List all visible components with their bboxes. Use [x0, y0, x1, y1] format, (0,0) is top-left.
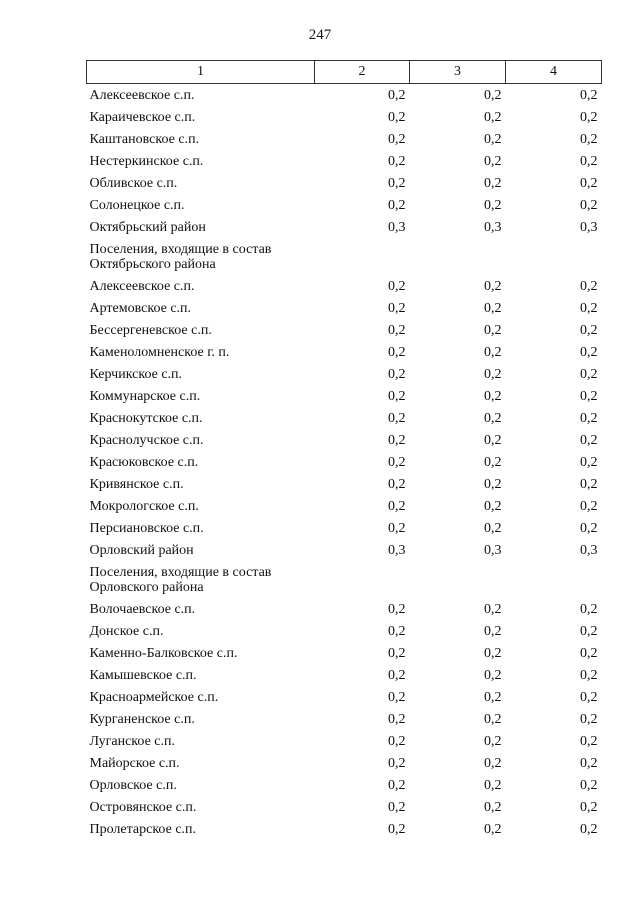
table-row [87, 194, 602, 216]
value-col-2: 0,2 [388, 689, 406, 705]
header-col-1: 1 [87, 61, 315, 84]
value-col-4 [506, 561, 602, 598]
value-col-2: 0,2 [388, 623, 406, 639]
table-row [87, 429, 602, 451]
settlement-name: Персиановское с.п. [89, 520, 204, 536]
table-row [87, 774, 602, 796]
settlement-name: Октябрьский район [89, 219, 206, 235]
settlement-name: Орловское с.п. [89, 777, 177, 793]
settlement-name: Луганское с.п. [89, 733, 175, 749]
value-col-3: 0,2 [484, 109, 502, 125]
settlement-name: Коммунарское с.п. [89, 388, 201, 404]
settlement-name: Бессергеневское с.п. [89, 322, 212, 338]
value-col-4: 0,2 [580, 197, 598, 213]
value-col-2: 0,2 [388, 344, 406, 360]
header-row [87, 61, 602, 84]
table-row [87, 407, 602, 429]
value-col-2: 0,2 [388, 278, 406, 294]
value-col-3: 0,2 [484, 777, 502, 793]
table-row [87, 172, 602, 194]
value-col-2: 0,2 [388, 153, 406, 169]
settlement-name: Краснолучское с.п. [89, 432, 204, 448]
value-col-2: 0,2 [388, 520, 406, 536]
value-col-3: 0,2 [484, 454, 502, 470]
table-row [87, 818, 602, 840]
settlement-name: Караичевское с.п. [89, 109, 196, 125]
value-col-3: 0,3 [484, 542, 502, 558]
value-col-4: 0,2 [580, 410, 598, 426]
value-col-3 [410, 238, 506, 275]
table-row [87, 598, 602, 620]
header-col-3: 3 [410, 61, 506, 84]
value-col-4: 0,2 [580, 87, 598, 103]
value-col-2: 0,2 [388, 711, 406, 727]
value-col-4: 0,3 [580, 542, 598, 558]
value-col-3: 0,2 [484, 344, 502, 360]
value-col-4: 0,2 [580, 799, 598, 815]
settlement-name: Орловский район [89, 542, 194, 558]
settlement-name: Артемовское с.п. [89, 300, 192, 316]
settlement-name: Камышевское с.п. [89, 667, 197, 683]
value-col-2: 0,2 [388, 777, 406, 793]
value-col-3: 0,2 [484, 87, 502, 103]
value-col-4: 0,2 [580, 432, 598, 448]
table-row [87, 539, 602, 561]
value-col-4: 0,2 [580, 755, 598, 771]
value-col-2: 0,3 [388, 219, 406, 235]
value-col-2: 0,2 [388, 109, 406, 125]
value-col-3: 0,2 [484, 410, 502, 426]
value-col-2: 0,2 [388, 799, 406, 815]
settlement-name: Кривянское с.п. [89, 476, 184, 492]
value-col-4: 0,2 [580, 498, 598, 514]
value-col-4: 0,2 [580, 601, 598, 617]
value-col-4: 0,2 [580, 300, 598, 316]
value-col-3: 0,2 [484, 733, 502, 749]
table-header [87, 61, 602, 84]
value-col-3: 0,2 [484, 153, 502, 169]
value-col-4: 0,3 [580, 219, 598, 235]
settlement-name: Каменно-Балковское с.п. [89, 645, 238, 661]
settlement-name: Каменоломненское г. п. [89, 344, 230, 360]
table-row [87, 128, 602, 150]
value-col-3 [410, 561, 506, 598]
table-row [87, 752, 602, 774]
settlement-name: Островянское с.п. [89, 799, 197, 815]
value-col-2: 0,2 [388, 366, 406, 382]
value-col-3: 0,2 [484, 623, 502, 639]
section-heading-row [87, 561, 602, 598]
value-col-4: 0,2 [580, 278, 598, 294]
table-body [87, 84, 602, 841]
value-col-4 [506, 238, 602, 275]
page-number: 247 [308, 27, 332, 43]
value-col-3: 0,3 [484, 219, 502, 235]
value-col-2: 0,2 [388, 645, 406, 661]
value-col-3: 0,2 [484, 175, 502, 191]
value-col-4: 0,2 [580, 711, 598, 727]
value-col-2: 0,2 [388, 300, 406, 316]
table-row [87, 686, 602, 708]
value-col-3: 0,2 [484, 278, 502, 294]
value-col-4: 0,2 [580, 689, 598, 705]
value-col-4: 0,2 [580, 821, 598, 837]
value-col-3: 0,2 [484, 366, 502, 382]
value-col-2: 0,2 [388, 601, 406, 617]
value-col-3: 0,2 [484, 322, 502, 338]
section-heading-row [87, 238, 602, 275]
value-col-2: 0,2 [388, 410, 406, 426]
value-col-2: 0,2 [388, 667, 406, 683]
settlement-name: Краснокутское с.п. [89, 410, 203, 426]
value-col-2: 0,2 [388, 87, 406, 103]
value-col-2: 0,2 [388, 454, 406, 470]
settlement-name: Курганенское с.п. [89, 711, 195, 727]
value-col-4: 0,2 [580, 344, 598, 360]
value-col-2 [315, 561, 410, 598]
value-col-3: 0,2 [484, 711, 502, 727]
header-col-4: 4 [506, 61, 602, 84]
settlement-name: Алексеевское с.п. [89, 278, 195, 294]
value-col-3: 0,2 [484, 388, 502, 404]
section-heading: Поселения, входящие в состав Октябрьского района [89, 241, 272, 272]
value-col-3: 0,2 [484, 799, 502, 815]
value-col-3: 0,2 [484, 300, 502, 316]
table-row [87, 620, 602, 642]
value-col-3: 0,2 [484, 476, 502, 492]
value-col-2 [315, 238, 410, 275]
value-col-3: 0,2 [484, 520, 502, 536]
value-col-4: 0,2 [580, 175, 598, 191]
table-row [87, 796, 602, 818]
value-col-2: 0,2 [388, 755, 406, 771]
table-row [87, 517, 602, 539]
settlement-name: Донское с.п. [89, 623, 164, 639]
value-col-4: 0,2 [580, 645, 598, 661]
section-heading: Поселения, входящие в состав Орловского района [89, 564, 272, 595]
settlement-name: Красюковское с.п. [89, 454, 199, 470]
table-row [87, 297, 602, 319]
value-col-2: 0,2 [388, 498, 406, 514]
value-col-2: 0,2 [388, 322, 406, 338]
value-col-3: 0,2 [484, 131, 502, 147]
value-col-3: 0,2 [484, 432, 502, 448]
table-row [87, 319, 602, 341]
value-col-4: 0,2 [580, 322, 598, 338]
value-col-3: 0,2 [484, 689, 502, 705]
value-col-4: 0,2 [580, 366, 598, 382]
value-col-2: 0,2 [388, 821, 406, 837]
value-col-4: 0,2 [580, 667, 598, 683]
table-row [87, 341, 602, 363]
settlement-name: Солонецкое с.п. [89, 197, 185, 213]
value-col-2: 0,2 [388, 432, 406, 448]
value-col-4: 0,2 [580, 454, 598, 470]
value-col-3: 0,2 [484, 645, 502, 661]
settlement-name: Майорское с.п. [89, 755, 180, 771]
value-col-2: 0,2 [388, 175, 406, 191]
value-col-4: 0,2 [580, 131, 598, 147]
settlement-name: Мокрологское с.п. [89, 498, 199, 514]
table-row [87, 451, 602, 473]
table-row [87, 150, 602, 172]
table-row [87, 363, 602, 385]
settlement-name: Пролетарское с.п. [89, 821, 197, 837]
value-col-4: 0,2 [580, 476, 598, 492]
header-col-2: 2 [315, 61, 410, 84]
table-row [87, 642, 602, 664]
table-row [87, 216, 602, 238]
value-col-3: 0,2 [484, 197, 502, 213]
settlement-name: Обливское с.п. [89, 175, 178, 191]
rates-table [86, 60, 602, 840]
value-col-4: 0,2 [580, 777, 598, 793]
value-col-2: 0,2 [388, 476, 406, 492]
table-row [87, 730, 602, 752]
settlement-name: Каштановское с.п. [89, 131, 200, 147]
table-row [87, 473, 602, 495]
settlement-name: Нестеркинское с.п. [89, 153, 204, 169]
table-row [87, 664, 602, 686]
table-row [87, 275, 602, 297]
table-row [87, 495, 602, 517]
settlement-name: Красноармейское с.п. [89, 689, 219, 705]
value-col-3: 0,2 [484, 498, 502, 514]
value-col-2: 0,2 [388, 733, 406, 749]
value-col-2: 0,2 [388, 388, 406, 404]
settlement-name: Керчикское с.п. [89, 366, 183, 382]
table-row [87, 708, 602, 730]
value-col-4: 0,2 [580, 388, 598, 404]
settlement-name: Алексеевское с.п. [89, 87, 195, 103]
value-col-3: 0,2 [484, 601, 502, 617]
value-col-4: 0,2 [580, 733, 598, 749]
settlement-name: Волочаевское с.п. [89, 601, 196, 617]
value-col-2: 0,3 [388, 542, 406, 558]
value-col-4: 0,2 [580, 520, 598, 536]
table-row [87, 385, 602, 407]
value-col-4: 0,2 [580, 109, 598, 125]
value-col-3: 0,2 [484, 821, 502, 837]
value-col-2: 0,2 [388, 197, 406, 213]
value-col-4: 0,2 [580, 623, 598, 639]
value-col-3: 0,2 [484, 667, 502, 683]
table-row [87, 84, 602, 107]
value-col-4: 0,2 [580, 153, 598, 169]
table-row [87, 106, 602, 128]
value-col-3: 0,2 [484, 755, 502, 771]
value-col-2: 0,2 [388, 131, 406, 147]
